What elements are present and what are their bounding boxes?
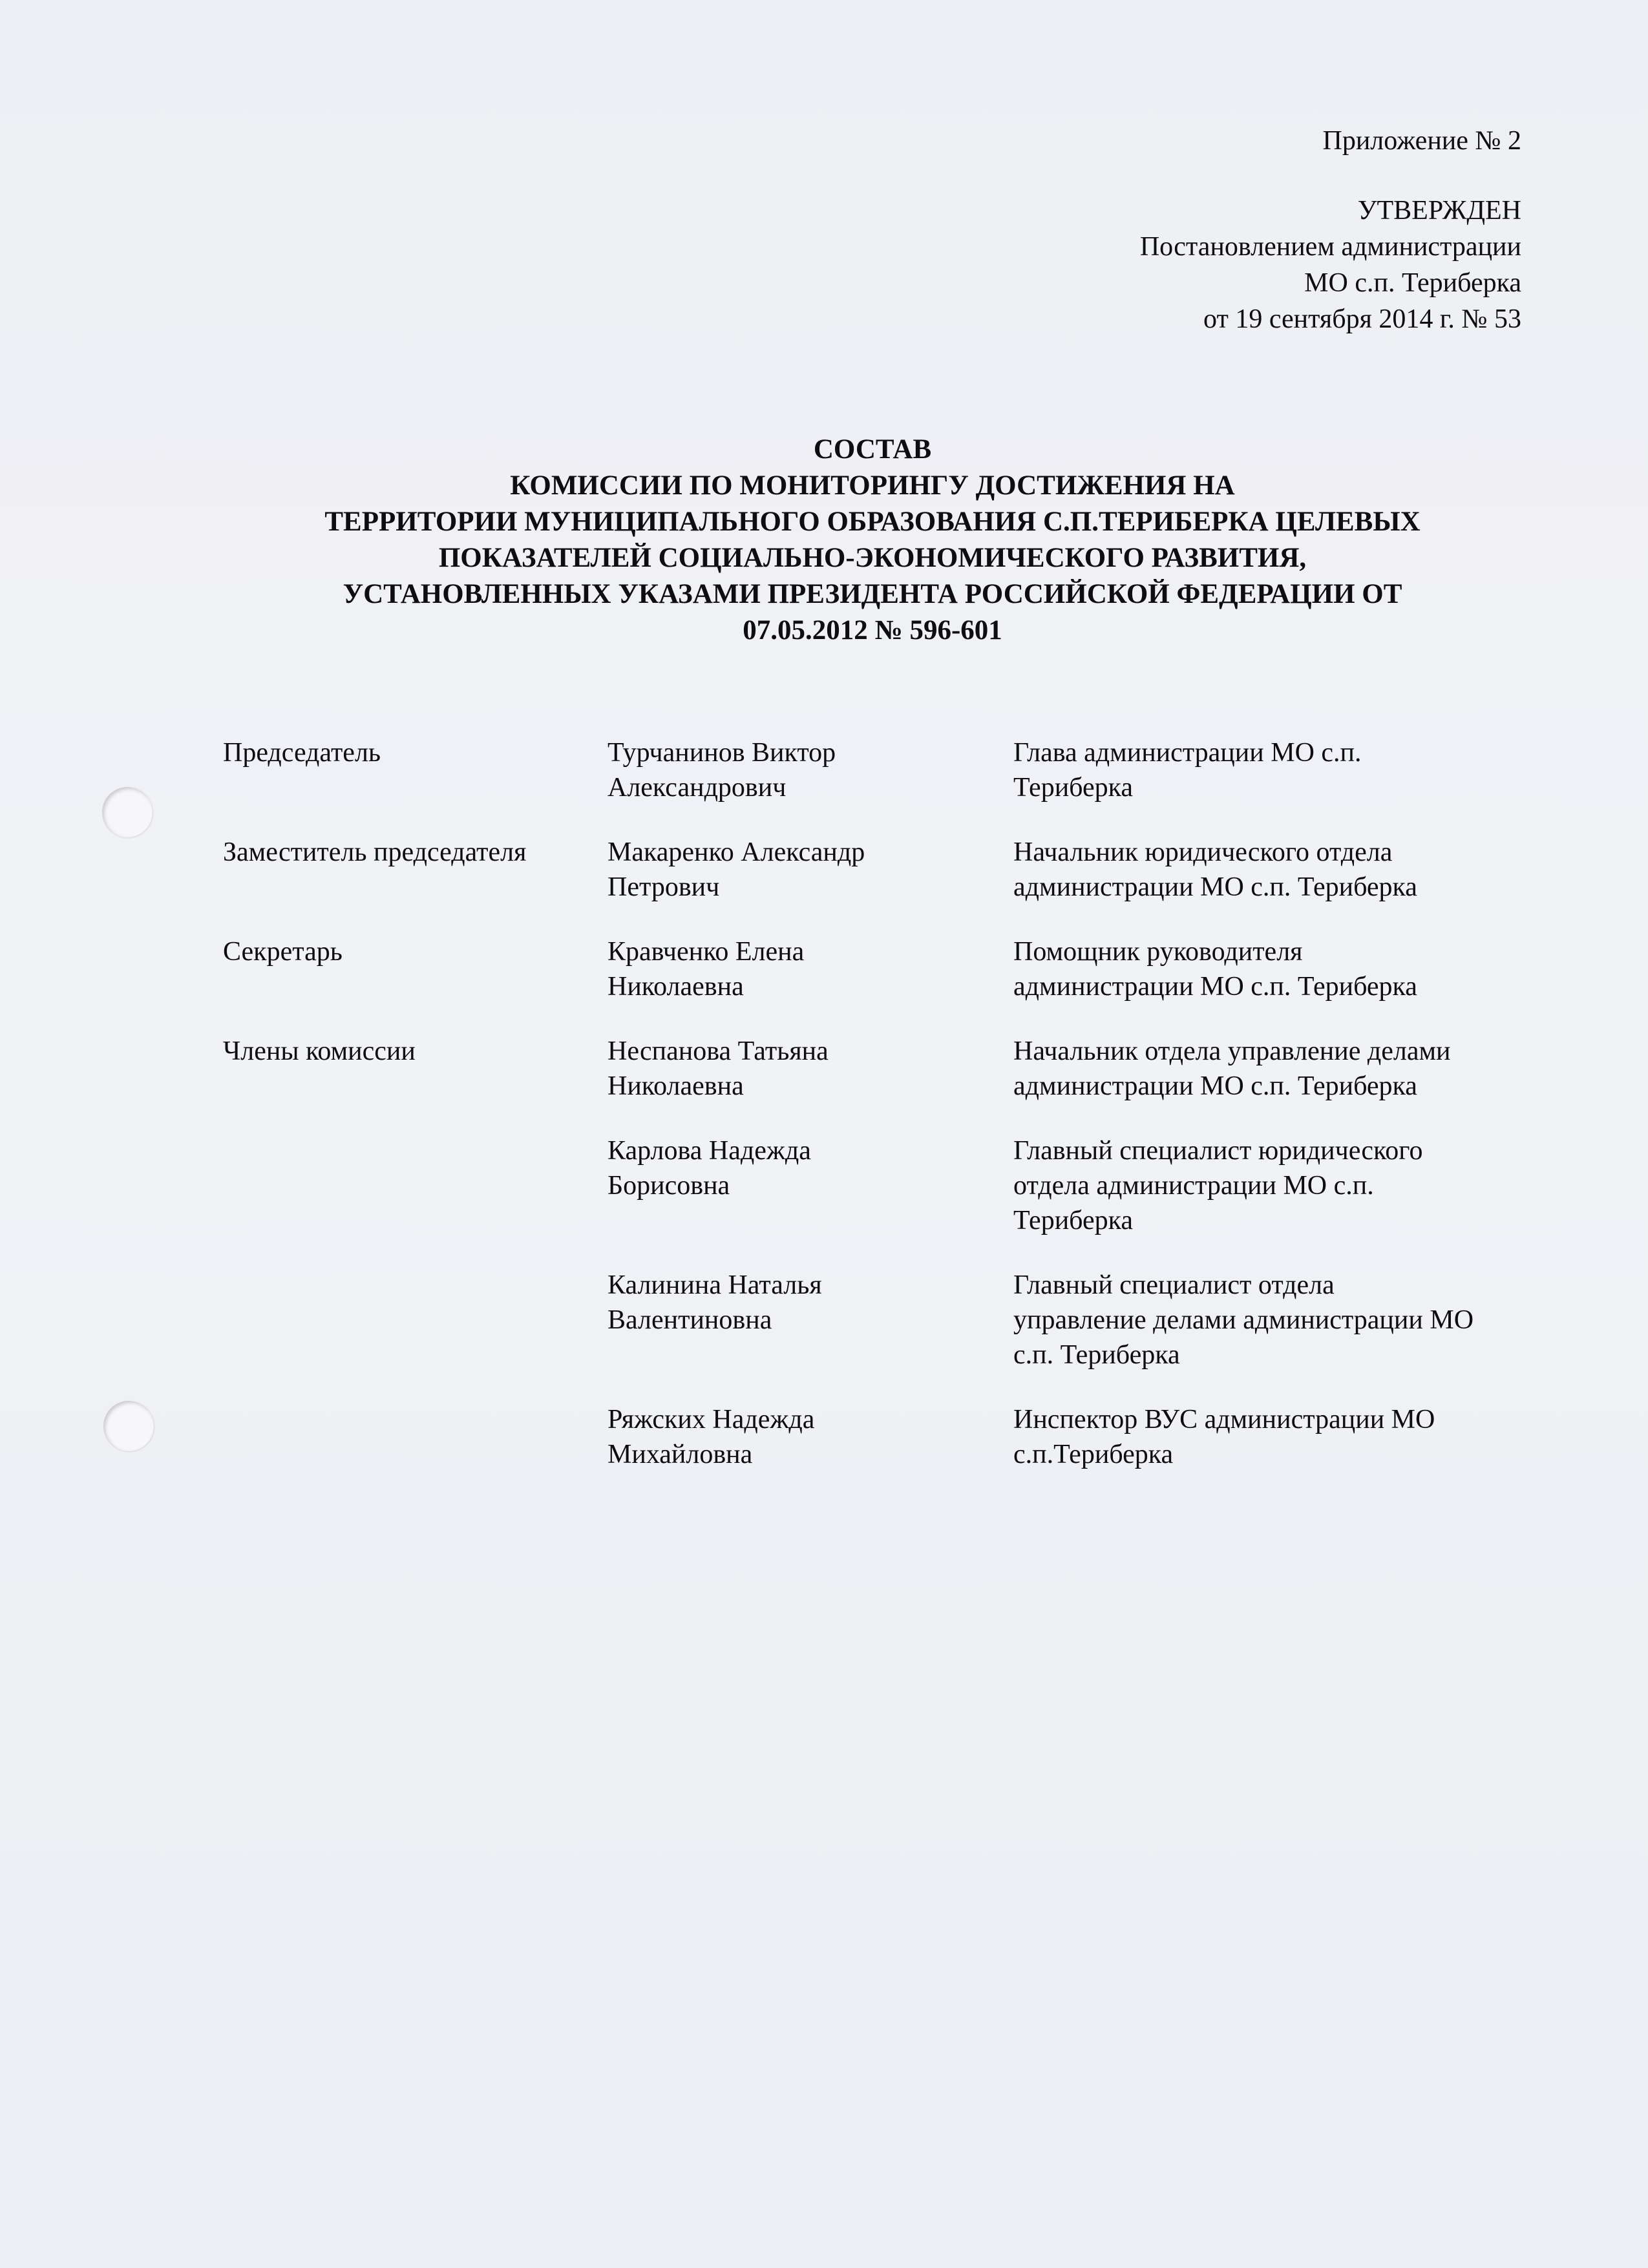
decree-label: Постановлением администрации: [1139, 232, 1521, 262]
member-role: Секретарь: [223, 937, 343, 967]
table-row: [223, 835, 1569, 934]
member-name-line: Николаевна: [607, 972, 744, 1002]
member-position-line: Инспектор ВУС администрации МО: [1013, 1405, 1435, 1434]
member-position: [1013, 835, 1569, 934]
member-position-line: Териберка: [1013, 1206, 1134, 1235]
title-line: КОМИССИИ ПО МОНИТОРИНГУ ДОСТИЖЕНИЯ НА: [510, 470, 1235, 501]
table-row: [223, 1133, 1569, 1268]
member-name-line: Ряжских Надежда: [607, 1405, 815, 1434]
member-position-line: Глава администрации МО с.п.: [1013, 738, 1362, 768]
member-position: [1013, 735, 1569, 835]
member-position: [1013, 1133, 1569, 1268]
member-name-line: Валентиновна: [607, 1305, 772, 1335]
punch-hole-bottom: [103, 1401, 154, 1451]
table-row: [223, 1034, 1569, 1133]
title-line: 07.05.2012 № 596-601: [743, 615, 1002, 646]
member-name-line: Карлова Надежда: [607, 1136, 811, 1166]
appendix-label: Приложение № 2: [1322, 126, 1521, 156]
member-position-line: Главный специалист отдела: [1013, 1270, 1335, 1300]
title-line: ПОКАЗАТЕЛЕЙ СОЦИАЛЬНО-ЭКОНОМИЧЕСКОГО РАЗВИТИЯ,: [438, 543, 1307, 573]
member-name-line: Борисовна: [607, 1171, 730, 1201]
member-name: [607, 1268, 1013, 1402]
member-role: [223, 1268, 607, 1402]
member-name: [607, 1133, 1013, 1268]
member-role: [223, 1133, 607, 1268]
table-row: [223, 1402, 1569, 1502]
approved-label: УТВЕРЖДЕН: [1357, 196, 1521, 226]
member-name-line: Николаевна: [607, 1071, 744, 1101]
member-role: Члены комиссии: [223, 1036, 416, 1066]
municipality-label: МО с.п. Териберка: [1304, 268, 1521, 298]
title-line: ТЕРРИТОРИИ МУНИЦИПАЛЬНОГО ОБРАЗОВАНИЯ С.П.ТЕРИБЕРКА ЦЕЛЕВЫХ: [324, 507, 1421, 537]
member-position-line: с.п. Териберка: [1013, 1340, 1180, 1370]
title-line: УСТАНОВЛЕННЫХ УКАЗАМИ ПРЕЗИДЕНТА РОССИЙСКОЙ ФЕДЕРАЦИИ ОТ: [343, 579, 1402, 609]
member-role: Заместитель председателя: [223, 837, 527, 867]
member-position-line: Главный специалист юридического: [1013, 1136, 1423, 1166]
member-position: [1013, 1268, 1569, 1402]
member-name-line: Калинина Наталья: [607, 1270, 822, 1300]
member-position-line: администрации МО с.п. Териберка: [1013, 1071, 1417, 1101]
member-position-line: администрации МО с.п. Териберка: [1013, 872, 1417, 902]
member-position-line: управление делами администрации МО: [1013, 1305, 1474, 1335]
member-name-line: Макаренко Александр: [607, 837, 865, 867]
member-position-line: с.п.Териберка: [1013, 1440, 1174, 1469]
member-name-line: Неспанова Татьяна: [607, 1036, 829, 1066]
member-position-line: отдела администрации МО с.п.: [1013, 1171, 1374, 1201]
punch-hole-top: [102, 787, 153, 837]
table-row: [223, 1268, 1569, 1402]
member-name-line: Михайловна: [607, 1440, 753, 1469]
member-name-line: Александрович: [607, 773, 787, 803]
member-name: [607, 735, 1013, 835]
member-name-line: Кравченко Елена: [607, 937, 805, 967]
member-position: [1013, 1034, 1569, 1133]
member-position-line: Помощник руководителя: [1013, 937, 1303, 967]
member-position-line: администрации МО с.п. Териберка: [1013, 972, 1417, 1002]
member-role: Председатель: [223, 738, 381, 768]
member-name-line: Турчанинов Виктор: [607, 738, 836, 768]
member-name: [607, 934, 1013, 1034]
member-position: [1013, 1402, 1569, 1502]
member-name-line: Петрович: [607, 872, 720, 902]
member-role: [223, 1402, 607, 1502]
member-position-line: Начальник юридического отдела: [1013, 837, 1393, 867]
member-position-line: Териберка: [1013, 773, 1134, 803]
decree-date-number: от 19 сентября 2014 г. № 53: [1203, 304, 1521, 334]
approval-header: [1140, 123, 1521, 337]
title-line: СОСТАВ: [813, 434, 932, 465]
member-position-line: Начальник отдела управление делами: [1013, 1036, 1451, 1066]
member-position: [1013, 934, 1569, 1034]
commission-members-table: [223, 735, 1569, 1502]
member-name: [607, 835, 1013, 934]
document-title: [194, 432, 1551, 649]
member-name: [607, 1034, 1013, 1133]
table-row: [223, 934, 1569, 1034]
member-name: [607, 1402, 1013, 1502]
table-row: [223, 735, 1569, 835]
